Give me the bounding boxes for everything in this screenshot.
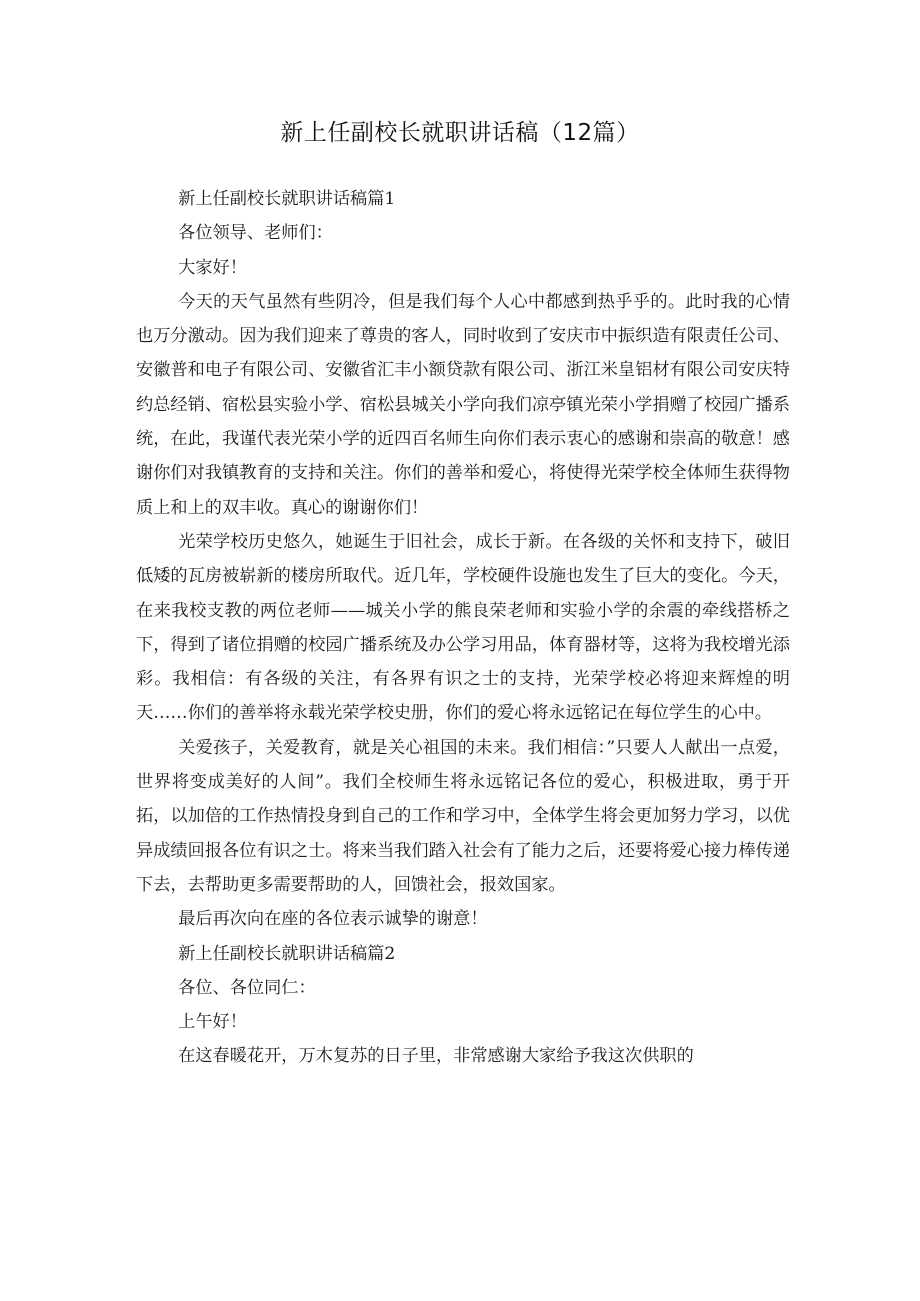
salutation: 各位、各位同仁： [178, 977, 316, 998]
body-paragraph: 今天的天气虽然有些阴冷，但是我们每个人心中都感到热乎乎的。此时我的心情也万分激动。因为我们迎来了尊贵的客人，同时收到了安庆市中振织造有限责任公司、安徽普和电子有限公司、安徽省汇丰小额贷款有限公司、浙江米皇铝材有限公司安庆特约总经销、宿松县实验小学、宿松县城关小学向我们凉亭镇光荣小学捐赠了校园广播系统，在此，我谨代表光荣小学的近四百名师生向你们表示衷心的感谢和崇高的敬意！感谢你们对我镇教育的支持和关注。你们的善举和爱心，将使得光荣学校全体师生获得物质上和上的双丰收。真心的谢谢你们！ [136, 291, 790, 518]
body-paragraph: 关爱孩子，关爱教育，就是关心祖国的未来。我们相信：”只要人人献出一点爱，世界将变成美好的人间”。我们全校师生将永远铭记各位的爱心，积极进取，勇于开拓，以加倍的工作热情投身到自己的工作和学习中，全体学生将会更加努力学习，以优异成绩回报各位有识之士。将来当我们踏入社会有了能力之后，还要将爱心接力棒传递下去，去帮助更多需要帮助的人，回馈社会，报效国家。 [136, 737, 790, 895]
section-heading-2: 新上任副校长就职讲话稿篇2 [178, 943, 396, 964]
document-body [136, 182, 790, 1074]
greeting: 大家好！ [178, 257, 247, 278]
section-heading-1: 新上任副校长就职讲话稿篇1 [178, 189, 396, 209]
document-title: 新上任副校长就职讲话稿（12篇） [280, 120, 640, 146]
closing-paragraph: 最后再次向在座的各位表示诚挚的谢意！ [178, 909, 488, 930]
body-paragraph: 光荣学校历史悠久，她诞生于旧社会，成长于新。在各级的关怀和支持下，破旧低矮的瓦房被崭新的楼房所取代。近几年，学校硬件设施也发生了巨大的变化。今天，在来我校支教的两位老师——城关小学的熊良荣老师和实验小学的余震的牵线搭桥之下，得到了诸位捐赠的校园广播系统及办公学习用品，体育器材等，这将为我校增光添彩。我相信：有各级的关注，有各界有识之士的支持，光荣学校必将迎来辉煌的明天……你们的善举将永载光荣学校史册，你们的爱心将永远铭记在每位学生的心中。 [136, 531, 790, 724]
greeting: 上午好！ [178, 1012, 247, 1033]
salutation: 各位领导、老师们： [178, 223, 333, 244]
body-paragraph: 在这春暖花开，万木复苏的日子里，非常感谢大家给予我这次供职的 [178, 1046, 694, 1067]
